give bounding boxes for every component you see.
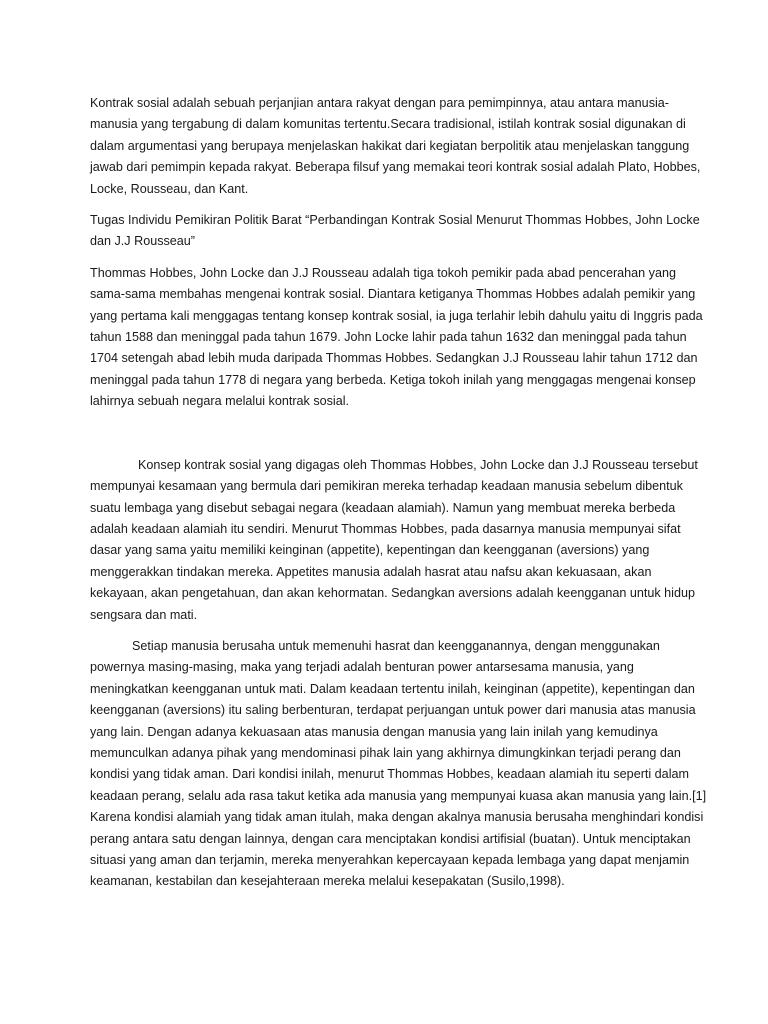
paragraph-hobbes: Setiap manusia berusaha untuk memenuhi hasrat dan keengganannya, dengan menggunakan powernya masing-masing, maka yang terjadi adalah benturan power antarsesama manusia, yang meningkatkan keengganan untuk mati. Dalam keadaan tertentu inilah, keinginan (appetite), kepentingan dan keengganan (aversions) itu saling berbenturan, terdapat perjuangan untuk power dari manusia atas manusia yang lain. Dengan adanya kekuasaan atas manusia dengan manusia yang lain inilah yang kemudinya memunculkan adanya pihak yang mendominasi pihak lain yang akhirnya dimungkinkan terjadi perang dan kondisi yang tidak aman. Dari kondisi inilah, menurut Thommas Hobbes, keadaan alamiah itu seperti dalam keadaan perang, selalu ada rasa takut ketika ada manusia yang mempunyai kuasa akan manusia yang lain.[1] Karena kondisi alamiah yang tidak aman itulah, maka dengan akalnya manusia berusaha menghindari kondisi perang antara satu dengan lainnya, dengan cara menciptakan kondisi artifisial (buatan). Untuk menciptakan situasi yang aman dan terjamin, mereka menyerahkan kepercayaan kepada lembaga yang dapat menjamin keamanan, kestabilan dan kesejahteraan mereka melalui kesepakatan (Susilo,1998).	[90, 638, 707, 889]
paragraph-assignment-title: Tugas Individu Pemikiran Politik Barat “Perbandingan Kontrak Sosial Menurut Thommas Hobbes, John Locke dan J.J Rousseau”	[90, 213, 700, 249]
paragraph-concept: Konsep kontrak sosial yang digagas oleh Thommas Hobbes, John Locke dan J.J Rousseau tersebut mempunyai kesamaan yang bermula dari pemikiran mereka terhadap keadaan manusia sebelum dibentuk suatu lembaga yang disebut sebagai negara (keadaan alamiah). Namun yang membuat mereka berbeda adalah keadaan alamiah itu sendiri. Menurut Thommas Hobbes, pada dasarnya manusia mempunyai sifat dasar yang sama yaitu memiliki keinginan (appetite), kepentingan dan keengganan (aversions) yang menggerakkan tindakan mereka. Appetites manusia adalah hasrat atau nafsu akan kekuasaan, akan kekayaan, akan pengetahuan, dan akan kehormatan. Sedangkan aversions adalah keengganan untuk hidup sengsara dan mati.	[90, 457, 698, 622]
paragraph-thinkers: Thommas Hobbes, John Locke dan J.J Rousseau adalah tiga tokoh pemikir pada abad pencerahan yang sama-sama membahas mengenai kontrak sosial. Diantara ketiganya Thommas Hobbes adalah pemikir yang yang pertama kali menggagas tentang konsep kontrak sosial, ia juga terlahir lebih dahulu yaitu di Inggris pada tahun 1588 dan meninggal pada tahun 1679. John Locke lahir pada tahun 1632 dan meninggal pada tahun 1704 setengah abad lebih muda daripada Thommas Hobbes. Sedangkan J.J Rousseau lahir tahun 1712 dan meninggal pada tahun 1778 di negara yang berbeda. Ketiga tokoh inilah yang menggagas mengenai konsep lahirnya sebuah negara melalui kontrak sosial.	[90, 265, 703, 409]
document-body	[90, 93, 710, 893]
paragraph-intro: Kontrak sosial adalah sebuah perjanjian antara rakyat dengan para pemimpinnya, atau antara manusia-manusia yang tergabung di dalam komunitas tertentu.Secara tradisional, istilah kontrak sosial digunakan di dalam argumentasi yang berupaya menjelaskan hakikat dari kegiatan berpolitik atau menjelaskan tanggung jawab dari pemimpin kepada rakyat. Beberapa filsuf yang memakai teori kontrak sosial adalah Plato, Hobbes, Locke, Rousseau, dan Kant.	[90, 96, 701, 196]
